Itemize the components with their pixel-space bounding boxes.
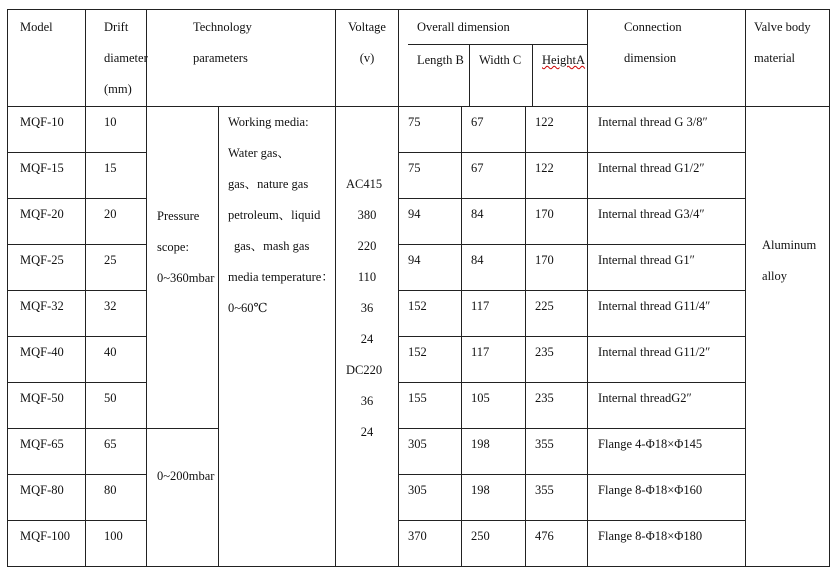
- header-valve-body-material: Valve body material: [746, 10, 830, 107]
- cell-height: 235: [526, 383, 588, 429]
- cell-width: 117: [462, 337, 526, 383]
- working-media: Working media: Water gas、 gas、nature gas petroleum、liquid gas、mash gas media temperature： 0~60℃: [219, 107, 336, 567]
- cell-width: 198: [462, 475, 526, 521]
- cell-height: 355: [526, 429, 588, 475]
- cell-length: 75: [399, 153, 462, 199]
- cell-drift: 15: [86, 153, 147, 199]
- overall-dimension-label: Overall dimension: [408, 12, 587, 45]
- table-row: [8, 337, 830, 383]
- cell-width: 117: [462, 291, 526, 337]
- cell-connection: Flange 8-Φ18×Φ160: [588, 475, 746, 521]
- cell-drift: 10: [86, 107, 147, 153]
- cell-length: 155: [399, 383, 462, 429]
- table-row: [8, 107, 830, 153]
- header-height: HeightA: [542, 53, 586, 67]
- header-overall-dimension: [399, 10, 588, 107]
- pressure-scope-lower: 0~200mbar: [147, 429, 219, 567]
- cell-model: MQF-10: [8, 107, 86, 153]
- cell-model: MQF-32: [8, 291, 86, 337]
- cell-width: 84: [462, 199, 526, 245]
- table-row: [8, 383, 830, 429]
- cell-drift: 20: [86, 199, 147, 245]
- cell-model: MQF-100: [8, 521, 86, 567]
- cell-drift: 50: [86, 383, 147, 429]
- cell-drift: 32: [86, 291, 147, 337]
- cell-model: MQF-15: [8, 153, 86, 199]
- header-connection-dimension: Connection dimension: [588, 10, 746, 107]
- table-row: [8, 199, 830, 245]
- cell-model: MQF-40: [8, 337, 86, 383]
- cell-length: 94: [399, 245, 462, 291]
- cell-model: MQF-80: [8, 475, 86, 521]
- cell-connection: Internal thread G1/2″: [588, 153, 746, 199]
- table-row: [8, 429, 830, 475]
- cell-length: 152: [399, 291, 462, 337]
- header-voltage: Voltage (v): [336, 10, 399, 107]
- cell-width: 105: [462, 383, 526, 429]
- cell-connection: Internal thread G11/4″: [588, 291, 746, 337]
- cell-length: 370: [399, 521, 462, 567]
- cell-height: 170: [526, 245, 588, 291]
- cell-model: MQF-65: [8, 429, 86, 475]
- cell-height: 225: [526, 291, 588, 337]
- cell-width: 67: [462, 107, 526, 153]
- cell-drift: 100: [86, 521, 147, 567]
- spec-table: [7, 9, 830, 567]
- cell-width: 250: [462, 521, 526, 567]
- header-row: [8, 10, 830, 107]
- cell-drift: 40: [86, 337, 147, 383]
- table-row: [8, 153, 830, 199]
- cell-connection: Flange 8-Φ18×Φ180: [588, 521, 746, 567]
- cell-model: MQF-20: [8, 199, 86, 245]
- table-row: [8, 291, 830, 337]
- cell-connection: Internal thread G3/4″: [588, 199, 746, 245]
- cell-connection: Flange 4-Φ18×Φ145: [588, 429, 746, 475]
- cell-drift: 80: [86, 475, 147, 521]
- cell-height: 122: [526, 153, 588, 199]
- header-width: Width C: [470, 45, 533, 106]
- header-length: Length B: [408, 45, 470, 106]
- table-row: [8, 245, 830, 291]
- cell-height: 355: [526, 475, 588, 521]
- cell-length: 305: [399, 475, 462, 521]
- cell-connection: Internal thread G11/2″: [588, 337, 746, 383]
- cell-connection: Internal thread G 3/8″: [588, 107, 746, 153]
- header-technology-parameters: Technology parameters: [147, 10, 336, 107]
- cell-height: 170: [526, 199, 588, 245]
- cell-model: MQF-25: [8, 245, 86, 291]
- header-drift-diameter: Drift diameter (mm): [86, 10, 147, 107]
- cell-connection: Internal thread G1″: [588, 245, 746, 291]
- pressure-scope-upper: Pressure scope: 0~360mbar: [147, 107, 219, 429]
- cell-length: 305: [399, 429, 462, 475]
- cell-drift: 25: [86, 245, 147, 291]
- table-row: [8, 475, 830, 521]
- cell-drift: 65: [86, 429, 147, 475]
- cell-width: 198: [462, 429, 526, 475]
- voltage-list: AC415 380 220 110 36 24 DC220 36 24: [336, 107, 399, 567]
- cell-height: 122: [526, 107, 588, 153]
- header-model: Model: [8, 10, 86, 107]
- cell-height: 476: [526, 521, 588, 567]
- cell-height: 235: [526, 337, 588, 383]
- valve-body-material: Aluminum alloy: [746, 107, 830, 567]
- cell-width: 84: [462, 245, 526, 291]
- cell-connection: Internal threadG2″: [588, 383, 746, 429]
- cell-width: 67: [462, 153, 526, 199]
- table-row: [8, 521, 830, 567]
- cell-length: 75: [399, 107, 462, 153]
- cell-length: 94: [399, 199, 462, 245]
- cell-length: 152: [399, 337, 462, 383]
- cell-model: MQF-50: [8, 383, 86, 429]
